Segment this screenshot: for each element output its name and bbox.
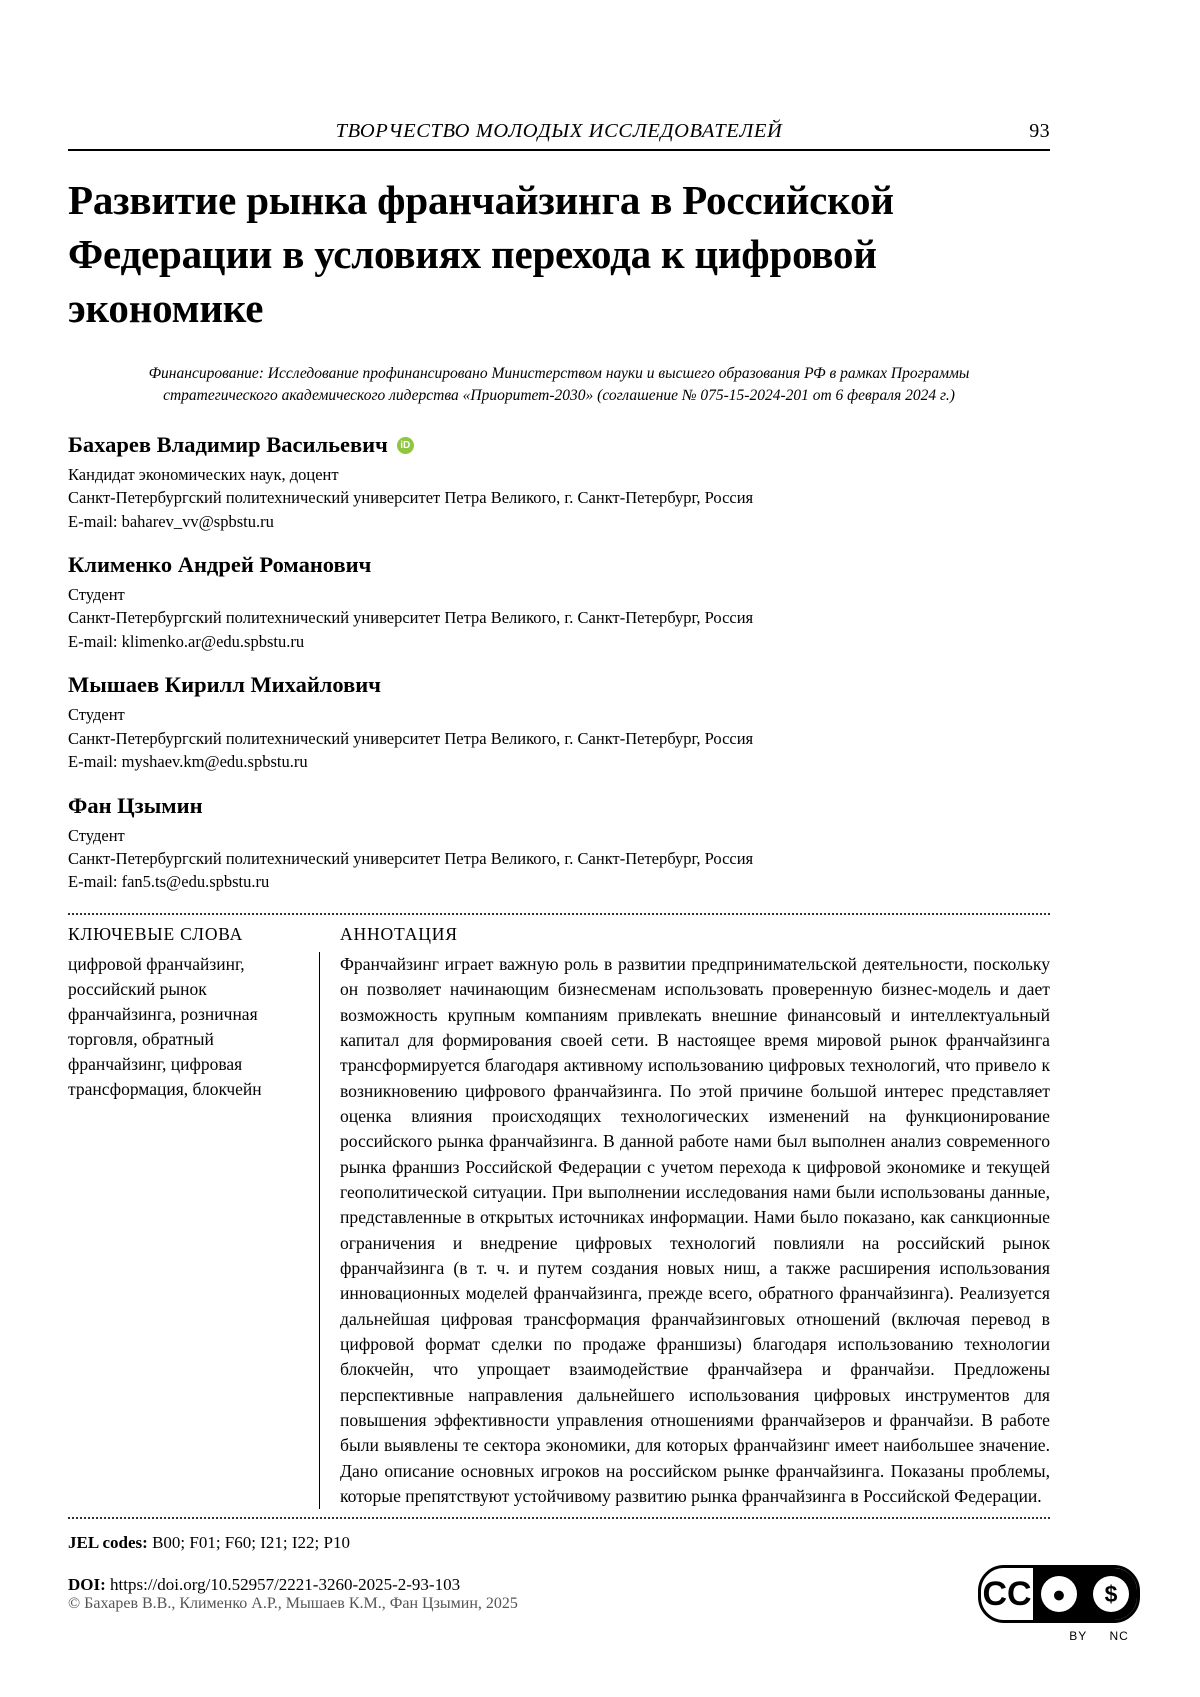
no-money-icon: $ <box>1093 1576 1129 1612</box>
cc-nc-caption: NC <box>1109 1629 1129 1643</box>
author-email[interactable]: E-mail: fan5.ts@edu.spbstu.ru <box>68 872 270 892</box>
author-entry <box>68 552 1050 653</box>
author-affiliation: Санкт-Петербургский политехнический университет Петра Великого, г. Санкт-Петербург, Россия <box>68 848 754 868</box>
license-area <box>978 1565 1140 1643</box>
author-affiliation: Санкт-Петербургский политехнический университет Петра Великого, г. Санкт-Петербург, Россия <box>68 608 754 628</box>
creative-commons-badge-icon[interactable] <box>978 1565 1140 1623</box>
doi-value[interactable]: https://doi.org/10.52957/2221-3260-2025-2-93-103 <box>110 1575 461 1595</box>
author-name: Фан Цзымин <box>68 792 203 818</box>
author-entry <box>68 672 1050 773</box>
keywords-text: цифровой франчайзинг, российский рынок франчайзинга, розничная торговля, обратный франчайзинг, цифровая трансформация, блокчейн <box>68 952 320 1509</box>
abstract-header: АННОТАЦИЯ <box>340 923 458 944</box>
author-affiliation: Санкт-Петербургский политехнический университет Петра Великого, г. Санкт-Петербург, Россия <box>68 488 754 508</box>
cc-nc-segment <box>1085 1568 1137 1620</box>
author-position: Кандидат экономических наук, доцент <box>68 464 339 484</box>
cc-main-glyph: CC <box>982 1574 1032 1613</box>
author-position: Студент <box>68 825 125 845</box>
cc-by-segment <box>1033 1568 1085 1620</box>
author-email[interactable]: E-mail: baharev_vv@spbstu.ru <box>68 511 274 531</box>
author-entry <box>68 432 1050 533</box>
abstract-headers <box>68 922 1050 947</box>
abstract-body <box>68 952 1050 1519</box>
keywords-header: КЛЮЧЕВЫЕ СЛОВА <box>68 923 244 944</box>
running-head <box>68 120 1050 151</box>
person-icon: ● <box>1041 1576 1077 1612</box>
jel-value: B00; F01; F60; I21; I22; P10 <box>152 1533 350 1553</box>
cc-captions <box>978 1629 1140 1643</box>
author-name: Клименко Андрей Романович <box>68 552 372 577</box>
doi-label: DOI: <box>68 1575 106 1595</box>
author-list <box>68 432 1050 894</box>
author-position: Студент <box>68 705 125 725</box>
author-email[interactable]: E-mail: myshaev.km@edu.spbstu.ru <box>68 752 308 772</box>
funding-note: Финансирование: Исследование профинансировано Министерством науки и высшего образования РФ в рамках Программы стратегического академического лидерства «Приоритет-2030» (соглашение № 075-15-2024-201 от 6 февраля 2024 г.) <box>148 364 970 405</box>
cc-by-caption: BY <box>1069 1629 1088 1643</box>
jel-codes <box>68 1533 1050 1553</box>
author-affiliation: Санкт-Петербургский политехнический университет Петра Великого, г. Санкт-Петербург, Россия <box>68 728 754 748</box>
copyright-notice: © Бахарев В.В., Клименко А.Р., Мышаев К.М., Фан Цзымин, 2025 <box>68 1595 518 1612</box>
author-name: Бахарев Владимир Васильевич <box>68 431 388 457</box>
cc-caption-spacer <box>989 1629 1047 1643</box>
page-title: Развитие рынка франчайзинга в Российской Федерации в условиях перехода к цифровой экономике <box>68 177 894 332</box>
author-name-row <box>68 672 1050 698</box>
author-name: Мышаев Кирилл Михайлович <box>68 672 381 698</box>
doi-line <box>68 1575 1050 1595</box>
author-email[interactable]: E-mail: klimenko.ar@edu.spbstu.ru <box>68 631 305 651</box>
running-head-title: ТВОРЧЕСТВО МОЛОДЫХ ИССЛЕДОВАТЕЛЕЙ <box>335 120 783 142</box>
orcid-id-icon[interactable] <box>397 437 414 454</box>
author-name-row <box>68 432 1050 458</box>
author-name-row <box>68 793 1050 819</box>
abstract-text: Франчайзинг играет важную роль в развитии предпринимательской деятельности, поскольку он позволяет начинающим бизнесменам использовать проверенную бизнес-модель и дает возможность крупным компаниям привлекать внешние финансовый и интеллектуальный капитал для формирования своей сети. В настоящее время мировой рынок франчайзинга трансформируется благодаря активному использованию цифровых технологий, что привело к возникновению цифрового франчайзинга. По этой причине большой интерес представляет оценка влияния происходящих технологических изменений на функционирование российского рынка франчайзинга. В данной работе нами был выполнен анализ современного рынка франшиз Российской Федерации с учетом перехода к цифровой экономике и текущей геополитической ситуации. При выполнении исследования нами были использованы данные, представленные в открытых источниках информации. Нами было показано, как санкционные ограничения и внедрение цифровых технологий повлияли на российский рынок франчайзинга (в т. ч. и путем создания новых ниш, а также расширения использования инновационных моделей франчайзинга, прежде всего, обратного франчайзинга). Реализуется дальнейшая цифровая трансформация франчайзинговых отношений (включая перевод в цифровой формат сделки по продаже франшизы) благодаря использованию технологии блокчейн, что упрощает взаимодействие франчайзера и франчайзи. Предложены перспективные направления дальнейшего использования цифровых инструментов для повышения эффективности управления отношениями франчайзеров и франчайзи. В работе были выявлены те сектора экономики, для которых франчайзинг имеет наибольшее значение. Дано описание основных игроков на российском рынке франчайзинга. Показаны проблемы, которые препятствуют устойчивому развитию рынка франчайзинга в Российской Федерации. <box>340 954 1050 1507</box>
page-number: 93 <box>1029 120 1050 142</box>
abstract-block <box>68 913 1050 1520</box>
author-position: Студент <box>68 585 125 604</box>
page-content <box>68 120 1050 1595</box>
cc-logo-segment <box>981 1568 1033 1620</box>
author-entry <box>68 793 1050 894</box>
author-name-row <box>68 552 1050 578</box>
jel-label: JEL codes: <box>68 1533 148 1553</box>
